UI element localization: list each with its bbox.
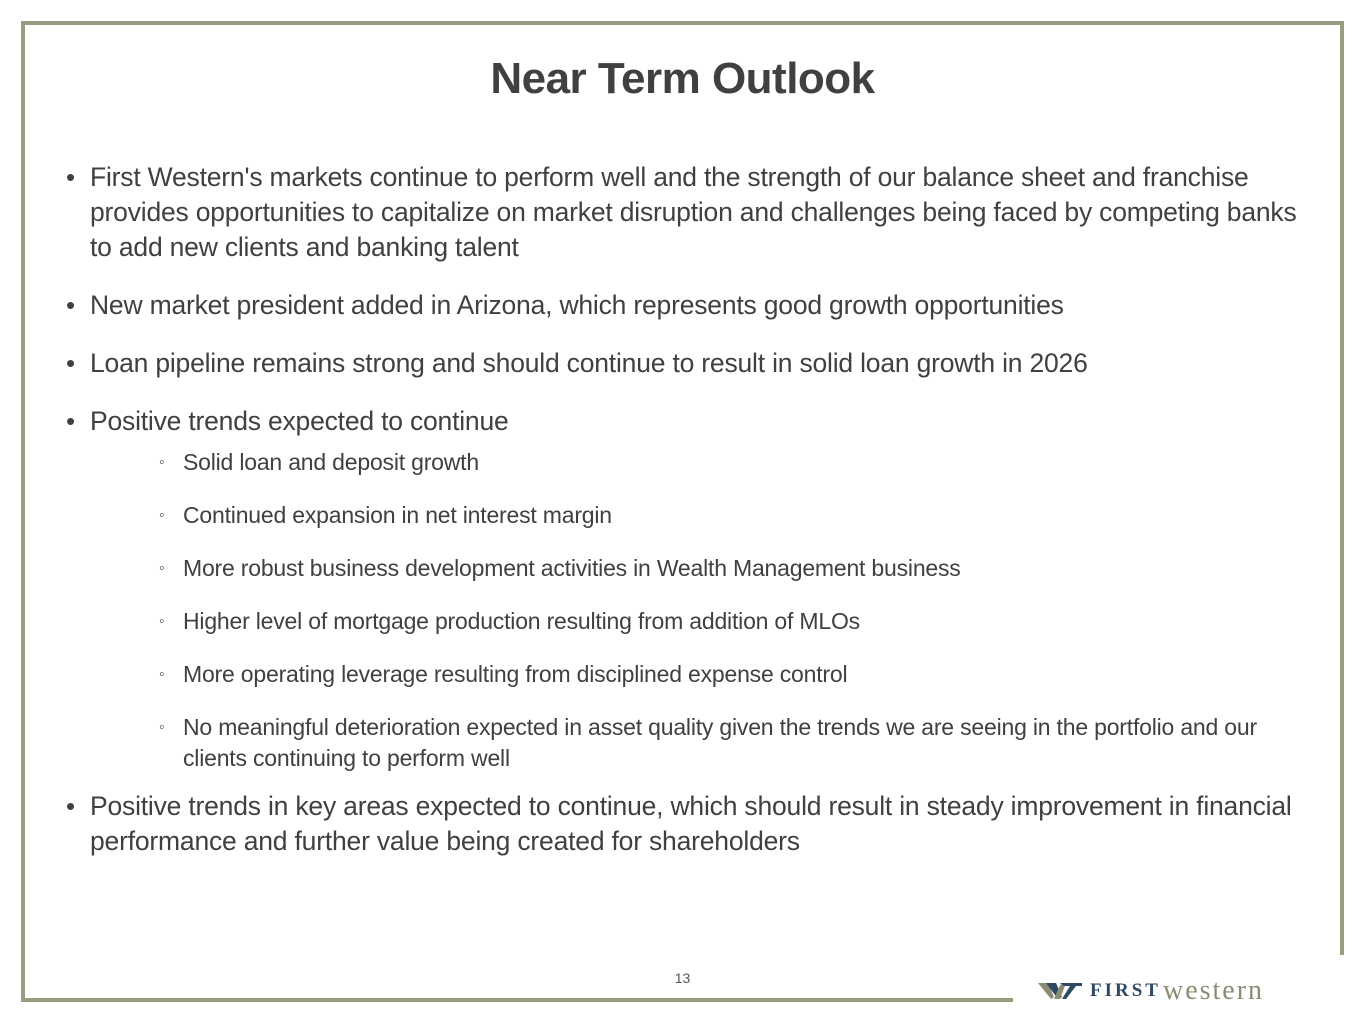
hollow-circle-icon: ◦ [159,666,165,683]
bullet-dot-icon: • [66,406,75,436]
bullet-dot-icon: • [66,348,75,378]
sub-bullet-text: Solid loan and deposit growth [183,449,479,475]
bullet-list [66,160,1306,859]
bullet-item [66,404,1306,774]
frame-left-border [21,21,25,1002]
hollow-circle-icon: ◦ [159,719,165,736]
bullet-dot-icon: • [66,791,75,821]
bullet-dot-icon: • [66,290,75,320]
bullet-text: Positive trends expected to continue [90,406,509,436]
hollow-circle-icon: ◦ [159,507,165,524]
sub-bullet-text: Continued expansion in net interest margin [183,502,612,528]
logo-first-text: FIRST [1090,980,1161,1001]
sub-bullet-list [159,447,1259,774]
bullet-item [66,789,1306,859]
company-logo [1038,975,1265,1006]
hollow-circle-icon: ◦ [159,613,165,630]
bullet-text: Loan pipeline remains strong and should continue to result in solid loan growth in 2026 [90,348,1088,378]
hollow-circle-icon: ◦ [159,560,165,577]
bullet-text: New market president added in Arizona, which represents good growth opportunities [90,290,1064,320]
logo-western-text: western [1162,975,1265,1006]
sub-bullet-item [159,606,1259,637]
sub-bullet-item [159,553,1259,584]
sub-bullet-text: No meaningful deterioration expected in asset quality given the trends we are seeing in the portfolio and our clients continuing to perform well [183,714,1257,771]
sub-bullet-item [159,447,1259,478]
bullet-item [66,160,1306,265]
bullet-text: Positive trends in key areas expected to continue, which should result in steady improvement in financial performance and further value being created for shareholders [90,791,1292,856]
sub-bullet-text: More robust business development activities in Wealth Management business [183,555,961,581]
frame-right-border [1340,21,1344,955]
sub-bullet-item [159,500,1259,531]
sub-bullet-item [159,659,1259,690]
bullet-dot-icon: • [66,162,75,192]
sub-bullet-text: Higher level of mortgage production resulting from addition of MLOs [183,608,860,634]
w-mark-icon [1038,981,1082,1001]
bullet-item [66,346,1306,381]
page-number: 13 [674,970,691,986]
sub-bullet-item [159,712,1259,774]
frame-bottom-border [21,998,1013,1002]
bullet-text: First Western's markets continue to perform well and the strength of our balance sheet and franchise provides opportunities to capitalize on market disruption and challenges being faced by competing banks to add new clients and banking talent [90,162,1297,262]
slide-title: Near Term Outlook [490,54,875,103]
sub-bullet-text: More operating leverage resulting from disciplined expense control [183,661,848,687]
frame-top-border [22,21,1344,25]
bullet-item [66,288,1306,323]
hollow-circle-icon: ◦ [159,454,165,471]
